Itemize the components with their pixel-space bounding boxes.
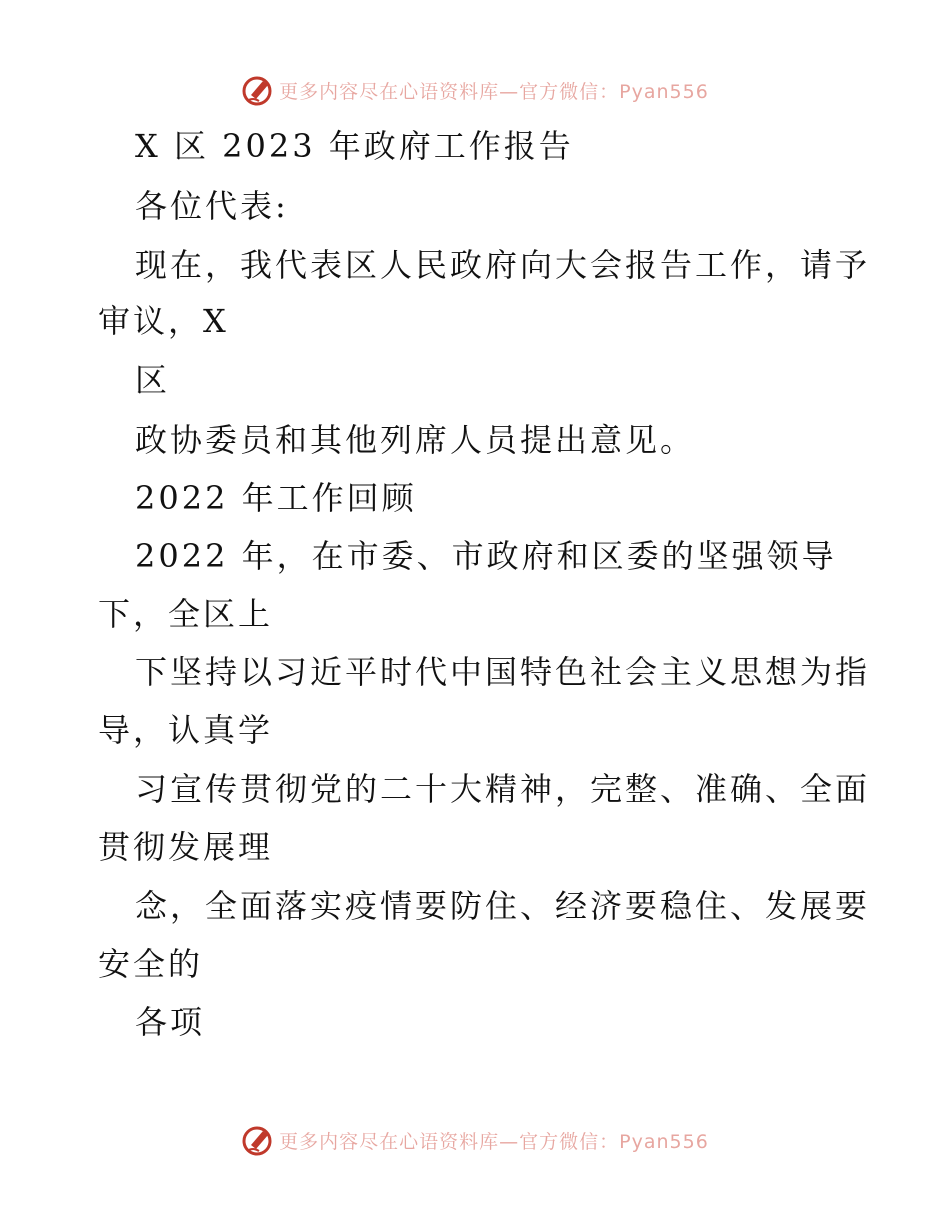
footer-watermark — [0, 1120, 950, 1160]
writing-hand-logo-icon — [241, 1123, 275, 1157]
section-heading: 2022 年工作回顾 — [135, 479, 417, 517]
watermark-text: 更多内容尽在心语资料库—官方微信：Pyan556 — [279, 80, 709, 103]
paragraph-line: 2022 年，在市委、市政府和区委的坚强领导 — [135, 537, 837, 575]
paragraph-line: 下，全区上 — [98, 595, 274, 633]
paragraph-line: 各项 — [135, 1003, 206, 1041]
paragraph-line: 区 — [135, 361, 171, 399]
watermark-text: 更多内容尽在心语资料库—官方微信：Pyan556 — [279, 1130, 709, 1153]
paragraph-line: 念，全面落实疫情要防住、经济要稳住、发展要 — [135, 887, 871, 925]
paragraph-line: 导，认真学 — [98, 711, 274, 749]
salutation: 各位代表: — [135, 187, 289, 225]
paragraph-line: 下坚持以习近平时代中国特色社会主义思想为指 — [135, 653, 871, 691]
paragraph-line: 习宣传贯彻党的二十大精神，完整、准确、全面 — [135, 770, 871, 808]
paragraph-line: 安全的 — [98, 945, 204, 983]
paragraph-line: 政协委员和其他列席人员提出意见。 — [135, 421, 696, 459]
document-title: X 区 2023 年政府工作报告 — [135, 127, 574, 165]
paragraph-line: 现在，我代表区人民政府向大会报告工作，请予 — [135, 246, 871, 284]
paragraph-line: 审议，X — [98, 302, 229, 340]
paragraph-line: 贯彻发展理 — [98, 828, 274, 866]
